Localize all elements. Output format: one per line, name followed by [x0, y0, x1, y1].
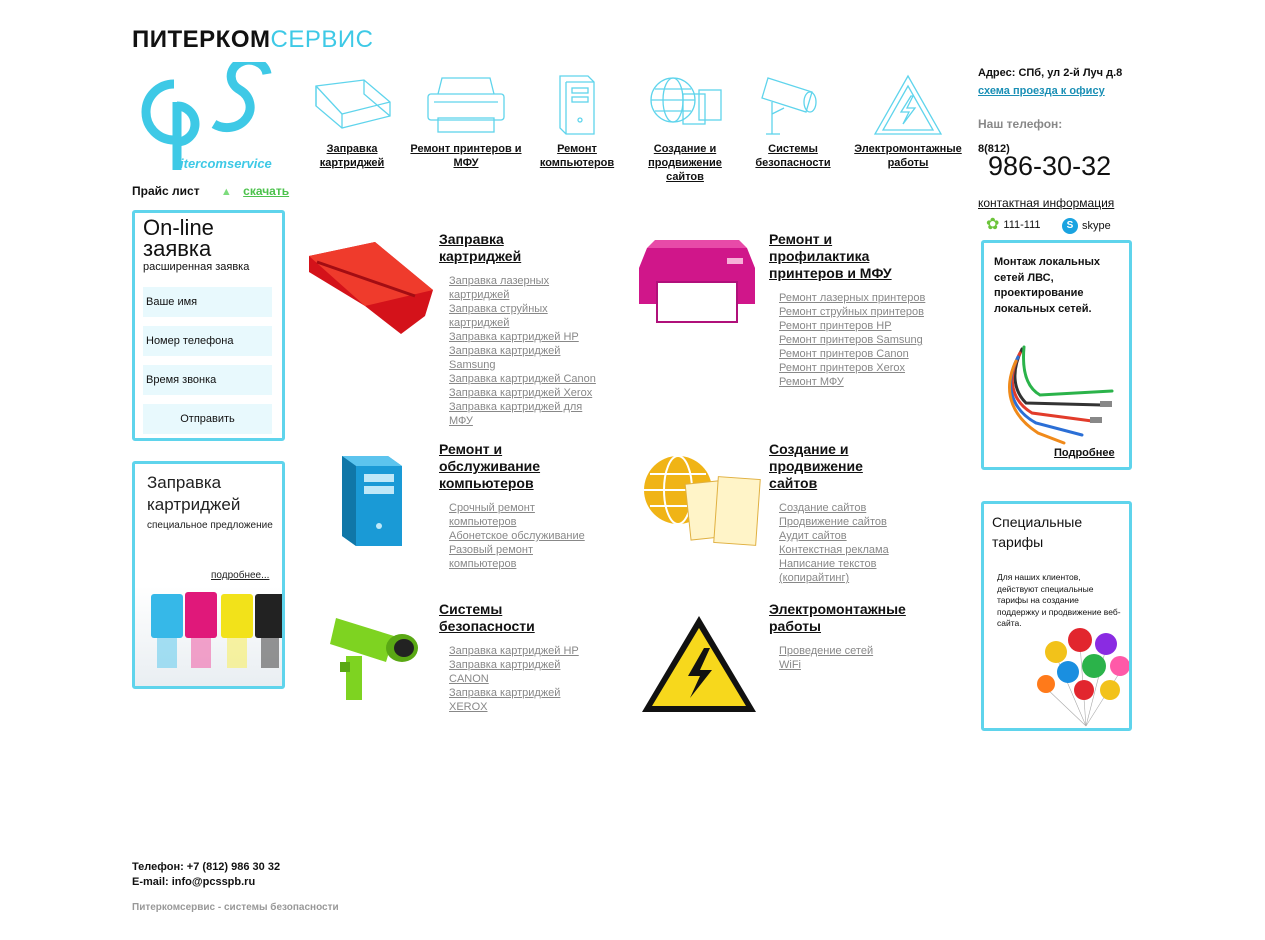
- brand-part1: ПИТЕРКОМ: [132, 26, 271, 53]
- call-time-input[interactable]: [143, 365, 272, 395]
- service-link[interactable]: Заправка картриджей HP: [449, 645, 579, 657]
- service-title[interactable]: Электромонтажные работы: [769, 601, 906, 634]
- service-link[interactable]: Продвижение сайтов: [779, 516, 887, 528]
- service-link[interactable]: Ремонт принтеров Samsung: [779, 334, 923, 346]
- skype-icon: S: [1062, 218, 1078, 234]
- nav-label: Ремонт принтеров и МФУ: [410, 143, 522, 169]
- service-title[interactable]: Ремонт и профилактика принтеров и МФУ: [769, 231, 892, 281]
- service-printers: [769, 231, 959, 389]
- office-map-link[interactable]: схема проезда к офису: [978, 85, 1105, 97]
- service-cartridges: [439, 231, 629, 428]
- service-links: [439, 501, 629, 571]
- service-link[interactable]: Написание текстов (копирайтинг): [779, 558, 877, 584]
- service-links: [769, 291, 959, 389]
- service-link[interactable]: Создание сайтов: [779, 502, 867, 514]
- nav-item-electrical[interactable]: [851, 72, 965, 170]
- service-link[interactable]: Заправка картриджей Xerox: [449, 387, 593, 399]
- footer-phone: Телефон: +7 (812) 986 30 32: [132, 861, 281, 873]
- top-navigation: [305, 72, 965, 192]
- service-links: [439, 274, 629, 428]
- tariffs-title: Специальные тарифы: [992, 514, 1083, 550]
- lan-banner[interactable]: [981, 240, 1132, 470]
- nav-label: Создание и продвижение сайтов: [648, 143, 722, 183]
- service-link[interactable]: Ремонт лазерных принтеров: [779, 292, 926, 304]
- service-link[interactable]: Разовый ремонт компьютеров: [449, 544, 533, 570]
- lan-more-link[interactable]: Подробнее: [1054, 447, 1115, 459]
- service-links: [439, 644, 629, 714]
- cps-logo-icon: [132, 62, 277, 174]
- service-electrical: [769, 601, 959, 672]
- network-cables-icon: [992, 339, 1122, 449]
- icq-contact[interactable]: [986, 218, 1041, 232]
- nav-label: Системы безопасности: [755, 143, 831, 169]
- service-links: [769, 644, 959, 672]
- nav-item-security[interactable]: [749, 72, 837, 170]
- service-title[interactable]: Создание и продвижение сайтов: [769, 441, 863, 491]
- balloons-icon: [1036, 626, 1132, 730]
- triangle-up-icon: ▲: [220, 186, 232, 198]
- service-title[interactable]: Системы безопасности: [439, 601, 535, 634]
- computer-icon: [338, 452, 406, 550]
- service-title[interactable]: Ремонт и обслуживание компьютеров: [439, 441, 541, 491]
- online-request-form: [132, 210, 285, 441]
- service-link[interactable]: Ремонт струйных принтеров: [779, 306, 924, 318]
- service-link[interactable]: Ремонт МФУ: [779, 376, 844, 388]
- nav-label: Ремонт компьютеров: [539, 143, 615, 169]
- contact-info-link[interactable]: контактная информация: [978, 196, 1115, 210]
- icq-flower-icon: ✿: [986, 216, 1000, 233]
- service-link[interactable]: Срочный ремонт компьютеров: [449, 502, 535, 528]
- site-brand[interactable]: [132, 26, 373, 54]
- nav-label: Электромонтажные работы: [854, 143, 962, 169]
- nav-item-cartridges[interactable]: [305, 72, 399, 170]
- submit-button[interactable]: Отправить: [143, 404, 272, 434]
- globe-icon: [640, 452, 765, 550]
- footer-copyright: Питеркомсервис - системы безопасности: [132, 902, 339, 913]
- cartridge-icon: [305, 236, 437, 336]
- service-title[interactable]: Заправка картриджей: [439, 231, 522, 264]
- service-link[interactable]: Заправка картриджей для МФУ: [449, 401, 583, 427]
- service-link[interactable]: Ремонт принтеров HP: [779, 320, 892, 332]
- brand-part2: СЕРВИС: [270, 26, 374, 53]
- high-voltage-icon: [640, 614, 758, 714]
- service-computers: [439, 441, 629, 571]
- icq-number: 111-111: [1003, 219, 1041, 231]
- security-camera-icon: [330, 610, 422, 702]
- service-link[interactable]: Заправка картриджей Canon: [449, 373, 596, 385]
- printer-outline-icon: [424, 72, 508, 138]
- form-extended-link[interactable]: расширенная заявка: [143, 261, 250, 273]
- service-link[interactable]: Заправка картриджей Samsung: [449, 345, 561, 371]
- service-link[interactable]: Заправка лазерных картриджей: [449, 275, 550, 301]
- phone-input[interactable]: [143, 326, 272, 356]
- phone-code: 8(812): [978, 143, 1010, 155]
- service-link[interactable]: Абонетское обслуживание: [449, 530, 585, 542]
- service-link[interactable]: WiFi: [779, 659, 801, 671]
- address: Адрес: СПб, ул 2-й Луч д.8: [978, 67, 1123, 79]
- service-security: [439, 601, 629, 714]
- service-link[interactable]: Ремонт принтеров Xerox: [779, 362, 906, 374]
- name-input[interactable]: [143, 287, 272, 317]
- logo[interactable]: [132, 62, 277, 174]
- skype-label: skype: [1082, 220, 1111, 232]
- form-title: On-line заявка: [143, 215, 214, 261]
- service-websites: [769, 441, 959, 585]
- computer-outline-icon: [552, 72, 602, 138]
- ink-cartridges-icon: [145, 588, 285, 688]
- cartridge-outline-icon: [310, 72, 394, 138]
- phone-number: 986-30-32: [988, 151, 1112, 181]
- service-link[interactable]: Проведение сетей: [779, 645, 874, 657]
- nav-item-computers[interactable]: [537, 72, 617, 170]
- promo-more-link[interactable]: подробнее...: [211, 570, 270, 581]
- nav-item-printers[interactable]: [405, 72, 527, 170]
- price-list-label: Прайс лист: [132, 184, 200, 198]
- service-link[interactable]: Заправка картриджей CANON: [449, 659, 561, 685]
- tariffs-text: Для наших клиентов, действуют специальные тарифы на создание поддержку и продвижение веб- сайта.: [997, 572, 1121, 628]
- camera-outline-icon: [758, 72, 828, 138]
- lan-banner-text: Монтаж локальных сетей ЛВС, проектирование локальных сетей.: [994, 256, 1100, 315]
- service-link[interactable]: Заправка струйных картриджей: [449, 303, 548, 329]
- tariffs-banner[interactable]: [981, 501, 1132, 731]
- service-link[interactable]: Заправка картриджей XEROX: [449, 687, 561, 713]
- service-links: [769, 501, 959, 585]
- printer-icon: [635, 238, 760, 328]
- nav-item-websites[interactable]: [635, 72, 735, 184]
- service-link[interactable]: Аудит сайтов: [779, 530, 847, 542]
- phone-label: Наш телефон:: [978, 117, 1063, 131]
- service-link[interactable]: Ремонт принтеров Canon: [779, 348, 909, 360]
- skype-contact[interactable]: [1062, 218, 1111, 234]
- promo-title: Заправка картриджей: [147, 473, 241, 514]
- nav-label: Заправка картриджей: [319, 143, 385, 169]
- service-link[interactable]: Контекстная реклама: [779, 544, 889, 556]
- service-link[interactable]: Заправка картриджей HP: [449, 331, 579, 343]
- globe-outline-icon: [643, 72, 727, 138]
- electric-outline-icon: [871, 72, 945, 138]
- price-list: [132, 184, 289, 198]
- price-download-link[interactable]: скачать: [243, 184, 290, 198]
- promo-subtitle: специальное предложение: [147, 520, 273, 531]
- logo-caption: itercomservice: [180, 156, 272, 171]
- promo-cartridges-banner[interactable]: [132, 461, 285, 689]
- footer-email: E-mail: info@pcsspb.ru: [132, 876, 256, 888]
